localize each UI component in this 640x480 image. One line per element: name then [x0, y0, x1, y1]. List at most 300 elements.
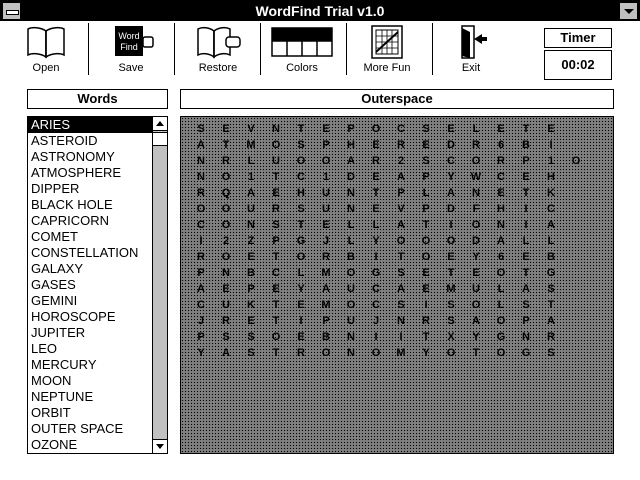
scroll-down-button[interactable] — [153, 439, 167, 453]
word-list-item[interactable]: GASES — [31, 277, 76, 292]
grid-letter[interactable]: N — [347, 347, 355, 359]
grid-letter[interactable]: U — [247, 203, 255, 215]
grid-letter[interactable]: J — [322, 235, 330, 247]
grid-letter[interactable]: S — [547, 347, 555, 359]
open-button[interactable] — [20, 21, 72, 77]
grid-letter[interactable]: M — [446, 283, 456, 295]
open-label: Open — [32, 62, 60, 74]
grid-letter[interactable]: Y — [447, 171, 455, 183]
grid-letter[interactable]: I — [374, 251, 378, 263]
grid-letter[interactable]: U — [472, 283, 480, 295]
grid-letter[interactable]: E — [447, 251, 455, 263]
grid-letter[interactable]: H — [547, 171, 555, 183]
word-list-item[interactable]: BLACK HOLE — [31, 197, 113, 212]
save-wordfind-icon — [114, 25, 154, 59]
grid-letter[interactable]: I — [399, 331, 403, 343]
grid-letter[interactable]: E — [447, 123, 455, 135]
grid-letter[interactable]: S — [197, 123, 205, 135]
grid-row — [181, 233, 613, 249]
grid-letter[interactable]: O — [471, 219, 481, 231]
grid-letter[interactable]: S — [397, 299, 405, 311]
grid-letter[interactable]: T — [372, 187, 380, 199]
grid-letter[interactable]: U — [322, 187, 330, 199]
grid-row — [181, 185, 613, 201]
grid-letter[interactable]: K — [247, 299, 255, 311]
grid-letter[interactable]: G — [546, 267, 556, 279]
grid-letter[interactable]: O — [421, 251, 431, 263]
window-title: WordFind Trial v1.0 — [255, 3, 385, 19]
grid-letter[interactable]: O — [446, 235, 456, 247]
grid-row — [181, 345, 613, 361]
grid-letter[interactable]: A — [447, 187, 455, 199]
grid-letter[interactable]: I — [449, 219, 453, 231]
grid-letter[interactable]: C — [372, 283, 380, 295]
grid-letter[interactable]: T — [397, 251, 405, 263]
grid-letter[interactable]: O — [346, 267, 356, 279]
grid-letter[interactable]: E — [297, 331, 305, 343]
more-fun-puzzle-icon — [371, 25, 403, 59]
grid-letter[interactable]: J — [372, 315, 380, 327]
word-list-item[interactable]: ASTEROID — [31, 133, 98, 148]
grid-letter[interactable]: 6 — [497, 139, 505, 151]
word-list-item[interactable]: JUPITER — [31, 325, 86, 340]
grid-letter[interactable]: S — [422, 123, 430, 135]
grid-letter[interactable]: N — [197, 171, 205, 183]
grid-letter[interactable]: C — [197, 299, 205, 311]
exit-label: Exit — [461, 62, 481, 74]
grid-letter[interactable]: R — [547, 331, 555, 343]
grid-letter[interactable]: I — [199, 235, 203, 247]
grid-letter[interactable]: L — [347, 235, 355, 247]
save-icon-text-word: Word — [118, 31, 140, 41]
grid-letter[interactable]: L — [297, 267, 305, 279]
grid-letter[interactable]: W — [470, 171, 482, 183]
grid-letter[interactable]: N — [472, 187, 480, 199]
grid-letter[interactable]: E — [222, 283, 230, 295]
grid-row — [181, 329, 613, 345]
grid-letter[interactable]: T — [222, 139, 230, 151]
system-menu-button[interactable] — [2, 2, 21, 20]
colors-label: Colors — [286, 62, 318, 74]
grid-letter[interactable]: A — [197, 139, 205, 151]
grid-letter[interactable]: H — [297, 187, 305, 199]
grid-letter[interactable]: S — [272, 219, 280, 231]
grid-letter[interactable]: C — [197, 219, 205, 231]
grid-letter[interactable]: P — [347, 123, 355, 135]
grid-letter[interactable]: V — [397, 203, 405, 215]
grid-letter[interactable]: N — [247, 219, 255, 231]
grid-letter[interactable]: R — [422, 315, 430, 327]
grid-letter[interactable]: J — [197, 315, 205, 327]
grid-letter[interactable]: T — [297, 123, 305, 135]
grid-letter[interactable]: E — [422, 283, 430, 295]
grid-letter[interactable]: O — [221, 219, 231, 231]
grid-letter[interactable]: P — [197, 331, 205, 343]
word-list-item[interactable]: LEO — [31, 341, 58, 356]
grid-letter[interactable]: I — [374, 331, 378, 343]
puzzle-heading: Outerspace — [180, 89, 614, 109]
grid-letter[interactable]: H — [347, 139, 355, 151]
grid-letter[interactable]: S — [422, 155, 430, 167]
grid-letter[interactable]: O — [196, 203, 206, 215]
grid-letter[interactable]: F — [472, 203, 480, 215]
grid-letter[interactable]: E — [322, 219, 330, 231]
grid-letter[interactable]: S — [397, 267, 405, 279]
grid-letter[interactable]: P — [197, 267, 205, 279]
grid-letter[interactable]: O — [421, 235, 431, 247]
grid-row — [181, 121, 613, 137]
scroll-thumb[interactable] — [153, 132, 167, 146]
grid-letter[interactable]: D — [447, 203, 455, 215]
grid-letter[interactable]: E — [522, 171, 530, 183]
grid-letter[interactable]: B — [322, 331, 330, 343]
grid-letter[interactable]: V — [247, 123, 255, 135]
grid-letter[interactable]: R — [372, 155, 380, 167]
grid-letter[interactable]: I — [424, 299, 428, 311]
word-list-item[interactable]: CONSTELLATION — [31, 245, 139, 260]
word-list-item[interactable]: ATMOSPHERE — [31, 165, 122, 180]
minimize-button[interactable] — [619, 2, 638, 20]
grid-letter[interactable]: Z — [247, 235, 255, 247]
grid-letter[interactable]: C — [497, 171, 505, 183]
grid-letter[interactable]: R — [472, 139, 480, 151]
toolbar-separator — [432, 23, 433, 75]
grid-letter[interactable]: N — [347, 331, 355, 343]
grid-letter[interactable]: R — [497, 155, 505, 167]
letter-grid[interactable] — [180, 116, 614, 454]
grid-row — [181, 153, 613, 169]
grid-letter[interactable]: D — [472, 235, 480, 247]
grid-letter[interactable]: O — [221, 251, 231, 263]
grid-letter[interactable]: Y — [372, 235, 380, 247]
grid-letter[interactable]: 1 — [547, 155, 555, 167]
grid-letter[interactable]: D — [347, 171, 355, 183]
grid-letter[interactable]: T — [297, 219, 305, 231]
grid-letter[interactable]: N — [397, 315, 405, 327]
grid-letter[interactable]: L — [247, 155, 255, 167]
toolbar-separator — [174, 23, 175, 75]
grid-letter[interactable]: E — [247, 251, 255, 263]
save-label: Save — [118, 62, 144, 74]
grid-letter[interactable]: P — [522, 155, 530, 167]
grid-letter[interactable]: P — [422, 203, 430, 215]
grid-letter[interactable]: E — [497, 187, 505, 199]
grid-letter[interactable]: M — [321, 299, 331, 311]
word-list-item[interactable]: GEMINI — [31, 293, 78, 308]
grid-letter[interactable]: T — [272, 347, 280, 359]
grid-letter[interactable]: E — [372, 203, 380, 215]
grid-letter[interactable]: B — [547, 251, 555, 263]
grid-letter[interactable]: O — [321, 347, 331, 359]
grid-letter[interactable]: E — [522, 251, 530, 263]
save-icon-text-find: Find — [120, 42, 138, 52]
grid-letter[interactable]: L — [497, 299, 505, 311]
grid-letter[interactable]: O — [446, 347, 456, 359]
exit-door-icon — [454, 24, 488, 60]
grid-letter[interactable]: E — [547, 123, 555, 135]
grid-letter[interactable]: O — [496, 347, 506, 359]
grid-letter[interactable]: T — [272, 171, 280, 183]
grid-letter[interactable]: T — [272, 299, 280, 311]
grid-letter[interactable]: E — [272, 187, 280, 199]
word-list-item[interactable]: ASTRONOMY — [31, 149, 115, 164]
grid-letter[interactable]: E — [422, 139, 430, 151]
grid-letter[interactable]: A — [322, 283, 330, 295]
grid-letter[interactable]: G — [296, 235, 306, 247]
word-listbox[interactable] — [27, 116, 168, 454]
grid-letter[interactable]: R — [222, 315, 230, 327]
word-list-item[interactable]: ORBIT — [31, 405, 71, 420]
grid-letter[interactable]: S — [297, 203, 305, 215]
grid-letter[interactable]: T — [272, 251, 280, 263]
grid-letter[interactable]: E — [422, 267, 430, 279]
title-bar — [0, 0, 640, 21]
grid-letter[interactable]: E — [272, 283, 280, 295]
grid-letter[interactable]: M — [396, 347, 406, 359]
grid-letter[interactable]: P — [322, 315, 330, 327]
colors-palette-icon — [271, 27, 333, 57]
grid-letter[interactable]: N — [522, 331, 530, 343]
more-fun-button[interactable] — [356, 21, 418, 77]
grid-letter[interactable]: O — [271, 139, 281, 151]
grid-letter[interactable]: X — [447, 331, 455, 343]
grid-letter[interactable]: L — [347, 219, 355, 231]
grid-row — [181, 281, 613, 297]
grid-letter[interactable]: T — [472, 347, 480, 359]
grid-letter[interactable]: A — [397, 219, 405, 231]
grid-letter[interactable]: E — [247, 315, 255, 327]
word-list-item[interactable]: NEPTUNE — [31, 389, 94, 404]
word-list-scrollbar[interactable] — [152, 117, 167, 453]
grid-letter[interactable]: M — [321, 267, 331, 279]
grid-letter[interactable]: E — [297, 299, 305, 311]
grid-row — [181, 313, 613, 329]
grid-letter[interactable]: E — [372, 139, 380, 151]
grid-letter[interactable]: E — [497, 123, 505, 135]
grid-letter[interactable]: R — [222, 155, 230, 167]
grid-letter[interactable]: I — [524, 219, 528, 231]
grid-letter[interactable]: R — [322, 251, 330, 263]
grid-letter[interactable]: S — [447, 299, 455, 311]
grid-letter[interactable]: U — [347, 315, 355, 327]
grid-letter[interactable]: N — [197, 155, 205, 167]
grid-letter[interactable]: O — [221, 171, 231, 183]
restore-button[interactable] — [190, 21, 246, 77]
grid-row — [181, 265, 613, 281]
grid-letter[interactable]: O — [221, 203, 231, 215]
grid-letter[interactable]: T — [522, 187, 530, 199]
grid-letter[interactable]: 1 — [247, 171, 255, 183]
grid-letter[interactable]: C — [272, 267, 280, 279]
grid-letter[interactable]: A — [547, 315, 555, 327]
grid-letter[interactable]: R — [197, 187, 205, 199]
grid-letter[interactable]: A — [397, 283, 405, 295]
grid-letter[interactable]: S — [522, 299, 530, 311]
more-fun-label: More Fun — [363, 62, 411, 74]
grid-letter[interactable]: O — [296, 155, 306, 167]
grid-letter[interactable]: R — [272, 203, 280, 215]
grid-letter[interactable]: C — [547, 203, 555, 215]
grid-letter[interactable]: O — [496, 267, 506, 279]
word-list-item[interactable]: GALAXY — [31, 261, 84, 276]
grid-letter[interactable]: C — [397, 123, 405, 135]
grid-letter[interactable]: B — [522, 139, 530, 151]
grid-letter[interactable]: G — [371, 267, 381, 279]
grid-letter[interactable]: A — [247, 187, 255, 199]
grid-letter[interactable]: Y — [297, 283, 305, 295]
toolbar-separator — [88, 23, 89, 75]
exit-button[interactable] — [448, 21, 494, 77]
grid-letter[interactable]: A — [547, 219, 555, 231]
grid-letter[interactable]: 2 — [222, 235, 230, 247]
grid-letter[interactable]: I — [299, 315, 303, 327]
word-list-item[interactable]: DIPPER — [31, 181, 80, 196]
grid-letter[interactable]: L — [547, 235, 555, 247]
grid-letter[interactable]: 2 — [397, 155, 405, 167]
grid-letter[interactable]: D — [447, 139, 455, 151]
grid-letter[interactable]: N — [222, 267, 230, 279]
grid-letter[interactable]: L — [497, 283, 505, 295]
colors-button[interactable] — [270, 21, 334, 77]
word-list-item[interactable]: COMET — [31, 229, 78, 244]
grid-letter[interactable]: O — [496, 315, 506, 327]
word-list-item[interactable]: MERCURY — [31, 357, 97, 372]
word-list-item[interactable]: OZONE — [31, 437, 78, 452]
grid-letter[interactable]: T — [547, 299, 555, 311]
grid-letter[interactable]: B — [247, 267, 255, 279]
word-list-item[interactable]: OUTER SPACE — [31, 421, 124, 436]
grid-letter[interactable]: N — [347, 203, 355, 215]
grid-letter[interactable]: P — [422, 171, 430, 183]
grid-letter[interactable]: R — [397, 139, 405, 151]
grid-letter[interactable]: R — [197, 251, 205, 263]
grid-letter[interactable]: O — [271, 331, 281, 343]
save-button[interactable] — [104, 21, 158, 77]
words-heading: Words — [27, 89, 168, 109]
grid-letter[interactable]: L — [472, 123, 480, 135]
grid-letter[interactable]: N — [347, 187, 355, 199]
grid-letter[interactable]: G — [496, 331, 506, 343]
grid-letter[interactable]: T — [272, 315, 280, 327]
grid-letter[interactable]: E — [222, 123, 230, 135]
grid-letter[interactable]: A — [347, 155, 355, 167]
grid-letter[interactable]: K — [547, 187, 555, 199]
grid-letter[interactable]: 1 — [322, 171, 330, 183]
grid-letter[interactable]: R — [297, 347, 305, 359]
toolbar-separator — [260, 23, 261, 75]
grid-letter[interactable]: N — [272, 123, 280, 135]
grid-letter[interactable]: E — [472, 267, 480, 279]
grid-letter[interactable]: T — [522, 123, 530, 135]
grid-letter[interactable]: A — [497, 235, 505, 247]
grid-letter[interactable]: A — [522, 283, 530, 295]
restore-book-icon — [196, 25, 242, 59]
grid-letter[interactable]: L — [522, 235, 530, 247]
grid-letter[interactable]: O — [571, 155, 581, 167]
grid-letter[interactable]: S — [297, 139, 305, 151]
restore-label: Restore — [198, 62, 238, 74]
grid-row — [181, 249, 613, 265]
grid-letter[interactable]: P — [322, 139, 330, 151]
grid-letter[interactable]: U — [322, 203, 330, 215]
word-list-item[interactable]: CAPRICORN — [31, 213, 110, 228]
grid-letter[interactable]: P — [247, 283, 255, 295]
word-list-item[interactable]: HOROSCOPE — [31, 309, 116, 324]
toolbar-separator — [346, 23, 347, 75]
grid-letter[interactable]: N — [497, 219, 505, 231]
word-list-item[interactable]: MOON — [31, 373, 72, 388]
grid-letter[interactable]: L — [422, 187, 430, 199]
grid-letter[interactable]: T — [447, 267, 455, 279]
grid-letter[interactable]: H — [497, 203, 505, 215]
grid-letter[interactable]: A — [197, 283, 205, 295]
grid-letter[interactable]: T — [522, 267, 530, 279]
grid-letter[interactable]: E — [372, 171, 380, 183]
grid-row — [181, 137, 613, 153]
grid-letter[interactable]: M — [246, 139, 256, 151]
grid-letter[interactable]: P — [272, 235, 280, 247]
grid-letter[interactable]: E — [322, 123, 330, 135]
grid-letter[interactable]: P — [522, 315, 530, 327]
grid-letter[interactable]: O — [396, 235, 406, 247]
grid-letter[interactable]: U — [272, 155, 280, 167]
word-list-item[interactable]: ARIES — [28, 117, 152, 133]
grid-letter[interactable]: O — [471, 299, 481, 311]
grid-letter[interactable]: 6 — [497, 251, 505, 263]
timer-label: Timer — [544, 28, 612, 48]
grid-letter[interactable]: P — [397, 187, 405, 199]
grid-letter[interactable]: I — [549, 139, 553, 151]
grid-letter[interactable]: C — [372, 299, 380, 311]
grid-letter[interactable]: O — [296, 251, 306, 263]
grid-letter[interactable]: A — [472, 315, 480, 327]
grid-letter[interactable]: S — [247, 331, 255, 343]
grid-letter[interactable]: T — [422, 331, 430, 343]
grid-letter[interactable]: A — [222, 347, 230, 359]
grid-letter[interactable]: Y — [472, 331, 480, 343]
grid-letter[interactable]: O — [321, 155, 331, 167]
grid-letter[interactable]: O — [346, 299, 356, 311]
grid-letter[interactable]: U — [222, 299, 230, 311]
grid-letter[interactable]: G — [521, 347, 531, 359]
timer-value: 00:02 — [544, 50, 612, 80]
grid-letter[interactable]: O — [371, 347, 381, 359]
grid-letter[interactable]: A — [397, 171, 405, 183]
grid-letter[interactable]: U — [347, 283, 355, 295]
grid-letter[interactable]: O — [371, 123, 381, 135]
grid-letter[interactable]: B — [347, 251, 355, 263]
grid-letter[interactable]: C — [297, 171, 305, 183]
grid-letter[interactable]: S — [247, 347, 255, 359]
grid-letter[interactable]: S — [447, 315, 455, 327]
grid-row — [181, 201, 613, 217]
grid-letter[interactable]: C — [447, 155, 455, 167]
scroll-up-button[interactable] — [153, 117, 167, 131]
grid-letter[interactable]: O — [471, 155, 481, 167]
grid-letter[interactable]: L — [372, 219, 380, 231]
grid-letter[interactable]: Y — [197, 347, 205, 359]
grid-letter[interactable]: I — [524, 203, 528, 215]
grid-letter[interactable]: T — [422, 219, 430, 231]
grid-row — [181, 297, 613, 313]
grid-letter[interactable]: Q — [221, 187, 231, 199]
grid-letter[interactable]: S — [222, 331, 230, 343]
grid-row — [181, 217, 613, 233]
grid-letter[interactable]: Y — [472, 251, 480, 263]
grid-letter[interactable]: S — [547, 283, 555, 295]
word-list — [28, 117, 152, 453]
grid-letter[interactable]: Y — [422, 347, 430, 359]
